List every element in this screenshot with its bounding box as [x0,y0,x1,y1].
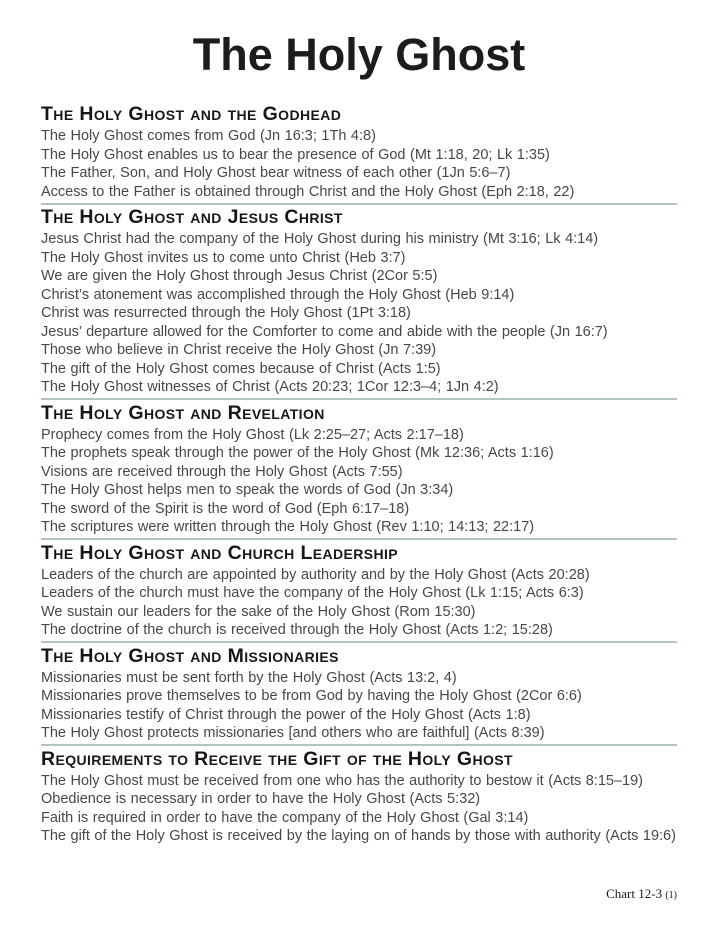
statement: The prophets speak through the power of the Holy Ghost (Mk 12:36; Acts 1:16) [41,445,554,461]
statement: We sustain our leaders for the sake of the Holy Ghost (Rom 15:30) [41,603,476,620]
section-divider [41,398,677,400]
statement: Obedience is necessary in order to have the Holy Ghost (Acts 5:32) [41,791,481,807]
section-heading: The Holy Ghost and Missionaries [41,644,339,667]
statement: The Holy Ghost witnesses of Christ (Acts 20:23; 1Cor 12:3–4; 1Jn 4:2) [41,379,499,395]
statement: Missionaries testify of Christ through the power of the Holy Ghost (Acts 1:8) [41,706,531,723]
statement: The Holy Ghost protects missionaries [and others who are faithful] (Acts 8:39) [41,725,545,741]
statement: Christ’s atonement was accomplished through the Holy Ghost (Heb 9:14) [41,286,515,303]
section-divider [41,538,677,540]
page-footer [41,886,677,902]
statement: The Holy Ghost enables us to bear the presence of God (Mt 1:18, 20; Lk 1:35) [41,146,550,163]
section-divider [41,641,677,643]
section-heading: The Holy Ghost and the Godhead [41,103,342,125]
statement: The doctrine of the church is received through the Holy Ghost (Acts 1:2; 15:28) [41,622,553,638]
statement: Missionaries prove themselves to be from God by having the Holy Ghost (2Cor 6:6) [41,688,582,704]
statement: The Holy Ghost invites us to come unto Christ (Heb 3:7) [41,249,406,266]
section-revelation [41,402,677,541]
section-heading: The Holy Ghost and Jesus Christ [41,206,343,228]
statement: The scriptures were written through the Holy Ghost (Rev 1:10; 14:13; 22:17) [41,519,535,535]
statement: Jesus Christ had the company of the Holy Ghost during his ministry (Mt 3:16; Lk 4:14) [41,231,599,247]
statement: Christ was resurrected through the Holy Ghost (1Pt 3:18) [41,305,411,321]
section-jesus-christ [41,206,677,400]
section-church-leadership [41,542,677,644]
chart-number-label: Chart 12-3 [606,885,663,901]
statement: We are given the Holy Ghost through Jesus Christ (2Cor 5:5) [41,268,438,284]
statement: Faith is required in order to have the company of the Holy Ghost (Gal 3:14) [41,809,529,826]
statement: Leaders of the church are appointed by authority and by the Holy Ghost (Acts 20:28) [41,566,590,583]
statement: Missionaries must be sent forth by the Holy Ghost (Acts 13:2, 4) [41,669,457,686]
section-requirements [41,748,677,846]
statement: The Holy Ghost helps men to speak the words of God (Jn 3:34) [41,482,454,498]
section-heading: The Holy Ghost and Church Leadership [41,541,399,564]
statement: Visions are received through the Holy Ghost (Acts 7:55) [41,463,403,480]
section-heading: Requirements to Receive the Gift of the Holy Ghost [41,747,513,770]
statement: The sword of the Spirit is the word of God (Eph 6:17–18) [41,500,410,517]
statement: The gift of the Holy Ghost is received by the laying on of hands by those with authority (Acts 19:6) [41,828,676,844]
statement: Those who believe in Christ receive the Holy Ghost (Jn 7:39) [41,342,437,358]
section-missionaries [41,645,677,747]
statement: The Holy Ghost comes from God (Jn 16:3; 1Th 4:8) [41,128,376,144]
page-title: The Holy Ghost [192,29,526,80]
statement: Jesus’ departure allowed for the Comforter to come and abide with the people (Jn 16:7) [41,323,608,340]
section-divider [41,203,677,205]
statement: The Father, Son, and Holy Ghost bear witness of each other (1Jn 5:6–7) [41,165,511,181]
statement: The gift of the Holy Ghost comes because of Christ (Acts 1:5) [41,360,441,377]
section-divider [41,744,677,746]
statement: The Holy Ghost must be received from one who has the authority to bestow it (Acts 8:15–19) [41,772,643,789]
section-heading: The Holy Ghost and Revelation [41,401,325,424]
section-godhead [41,103,677,205]
chart-page-number: (1) [665,889,677,901]
statement: Leaders of the church must have the company of the Holy Ghost (Lk 1:15; Acts 6:3) [41,585,584,601]
statement: Prophecy comes from the Holy Ghost (Lk 2:25–27; Acts 2:17–18) [41,426,464,443]
statement: Access to the Father is obtained through Christ and the Holy Ghost (Eph 2:18, 22) [41,183,575,200]
